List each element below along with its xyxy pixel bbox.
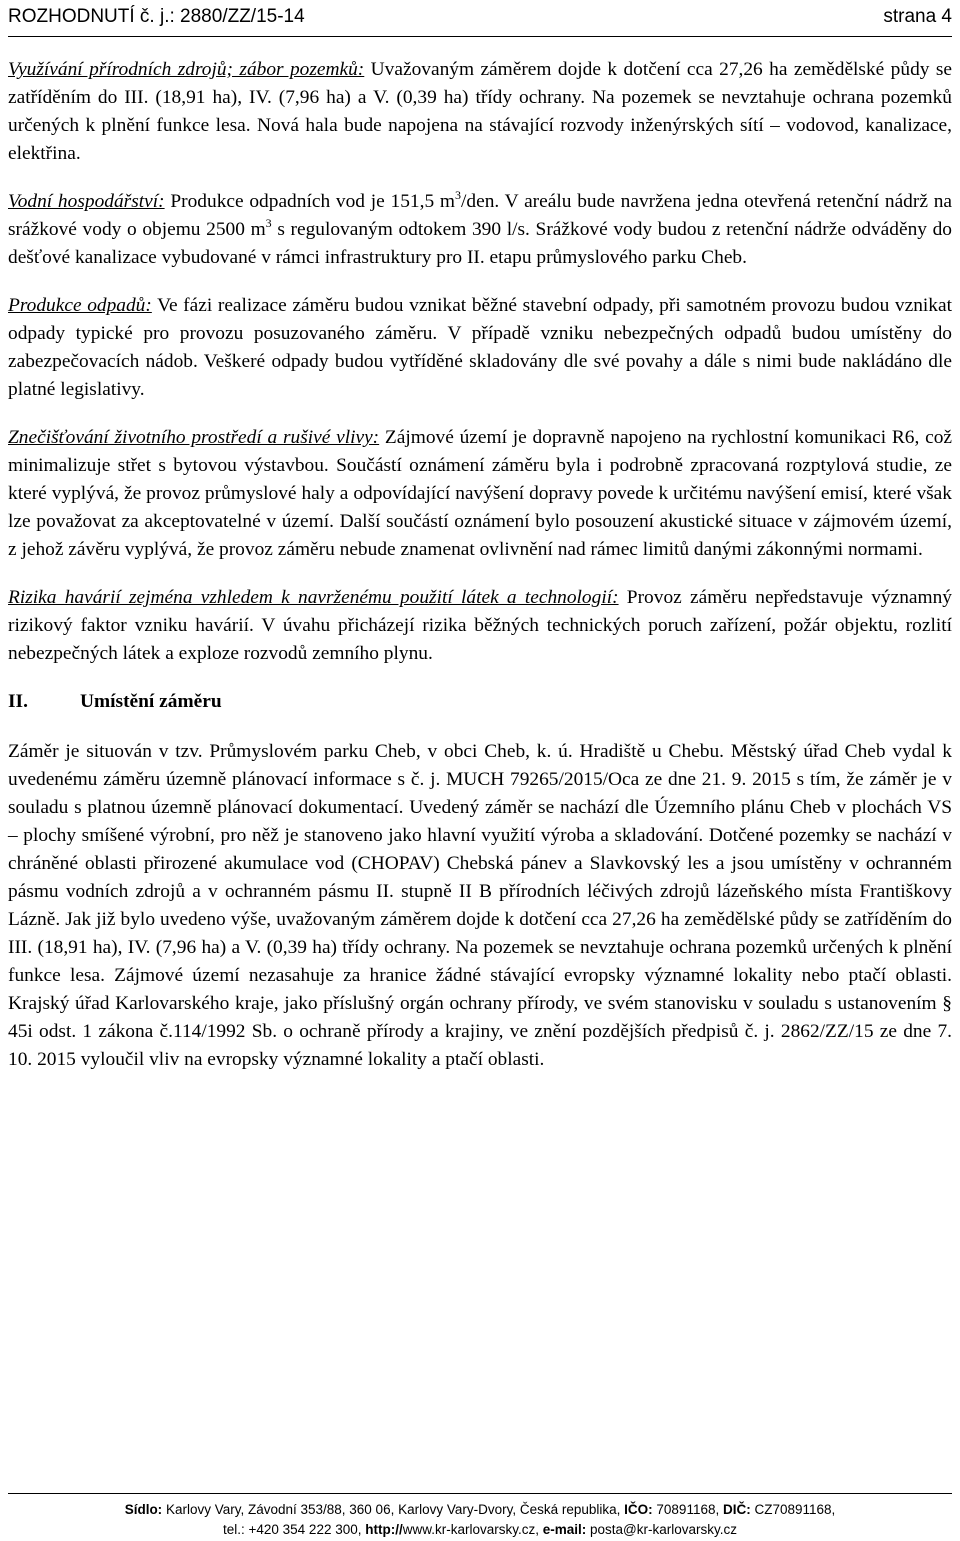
section-title: Umístění záměru — [80, 691, 222, 712]
tel-value: +420 354 222 300, — [244, 1522, 366, 1537]
paragraph-label: Znečišťování životního prostředí a rušivé vlivy: — [8, 427, 380, 448]
section-number: II. — [8, 691, 28, 712]
paragraph-accident-risks — [8, 584, 952, 668]
superscript: 3 — [265, 215, 272, 230]
paragraph-label: Rizika havárií zejména vzhledem k navrženému použití látek a technologií: — [8, 587, 619, 608]
paragraph-text: Produkce odpadních vod je 151,5 m — [164, 191, 455, 212]
ico-value: 70891168, — [652, 1502, 723, 1517]
paragraph-text: s regulovaným odtokem 390 l/s. Srážkové vody budou z retenční nádrže odváděny do dešťové kanalizace vybudované v rámci infrastruktury pro II. etapu průmyslového parku Cheb. — [8, 219, 952, 268]
paragraph-text: Uvažovaným záměrem dojde k dotčení cca 27,26 ha zemědělské půdy se zatříděním do III. (18,91 ha), IV. (7,96 ha) a V. (0,39 ha) třídy ochrany. Na pozemek se nevztahuje ochrana pozemků určených k plnění funkce lesa. Nová hala bude napojena na stávající rozvody inženýrských sítí – vodovod, kanalizace, elektřina. — [8, 59, 953, 164]
section-heading — [8, 688, 952, 716]
footer-line-1 — [8, 1500, 952, 1520]
paragraph-text: /den. V areálu bude navržena jedna otevřená retenční nádrž na srážkové vody o objemu 2500 m — [8, 191, 953, 240]
web-value[interactable]: www.kr-karlovarsky.cz, — [402, 1522, 543, 1537]
dic-label: DIČ: — [722, 1502, 751, 1517]
superscript: 3 — [455, 187, 461, 202]
seat-value: Karlovy Vary, Závodní 353/88, 360 06, Karlovy Vary-Dvory, Česká republika, — [162, 1502, 625, 1517]
ico-label: IČO: — [624, 1502, 653, 1517]
paragraph-water-management — [8, 188, 952, 272]
paragraph-label: Vodní hospodářství: — [8, 191, 165, 212]
footer-line-2 — [8, 1520, 952, 1540]
web-label: http:// — [365, 1522, 403, 1537]
paragraph-waste-production — [8, 292, 952, 404]
paragraph-text: Ve fázi realizace záměru budou vznikat běžné stavební odpady, při samotném provozu budou vznikat odpady typické pro provozu posuzovaného záměru. V případě vzniku nebezpečných odpadů budou umístěny do zabezpečovacích nádob. Veškeré odpady budou vytříděné skladovány dle své povahy a dále s nimi bude nakládáno dle platné legislativy. — [8, 295, 952, 400]
page-footer — [8, 1493, 952, 1540]
paragraph-label: Produkce odpadů: — [8, 295, 152, 316]
decision-reference: ROZHODNUTÍ č. j.: 2880/ZZ/15-14 — [8, 6, 305, 27]
email-label: e-mail: — [542, 1522, 587, 1537]
email-value[interactable]: posta@kr-karlovarsky.cz — [586, 1522, 738, 1537]
paragraph-label: Využívání přírodních zdrojů; zábor pozemků: — [8, 59, 365, 80]
tel-label: tel.: — [222, 1522, 245, 1537]
seat-label: Sídlo: — [124, 1502, 163, 1517]
dic-value: CZ70891168, — [750, 1502, 836, 1517]
paragraph-pollution — [8, 424, 952, 564]
document-body — [8, 56, 952, 1094]
page-header — [8, 0, 952, 37]
paragraph-natural-resources — [8, 56, 952, 168]
paragraph-text: Zájmové území je dopravně napojeno na rychlostní komunikaci R6, což minimalizuje střet s bytovou výstavbou. Součástí oznámení záměru byla i podrobně zpracovaná rozptylová studie, ze které vyplývá, že provoz průmyslové haly a odpovídající navýšení dopravy povede k určitému navýšení emisí, které však lze považovat za akceptovatelné v území. Další součástí oznámení bylo posouzení akustické situace v zájmovém území, z jehož závěru vyplývá, že provoz záměru nebude znamenat ovlivnění nad rámec limitů danými zákonnými normami. — [8, 427, 952, 560]
paragraph-text: Provoz záměru nepředstavuje významný rizikový faktor vzniku havárií. V úvahu přicházejí rizika běžných technických poruch zařízení, požár objektu, rozlití nebezpečných látek a exploze rozvodů zemního plynu. — [8, 587, 952, 664]
paragraph-location: Záměr je situován v tzv. Průmyslovém parku Cheb, v obci Cheb, k. ú. Hradiště u Chebu. Městský úřad Cheb vydal k uvedenému záměru územně plánovací informace s č. j. MUCH 79265/2015/Oca ze dne 21. 9. 2015 s tím, že záměr je v souladu s platnou územně plánovací dokumentací. Uvedený záměr se nachází dle Územního plánu Cheb v plochách VS – plochy smíšené výrobní, pro něž je stanoveno jako hlavní využití výroba a skladování. Dotčené pozemky se nachází v chráněné oblasti přirozené akumulace vod (CHOPAV) Chebská pánev a Slavkovský les a jsou umístěny v ochranném pásmu vodních zdrojů a v ochranném pásmu II. stupně II B přírodních léčivých zdrojů lázeňského místa Františkovy Lázně. Jak již bylo uvedeno výše, uvažovaným záměrem dojde k dotčení cca 27,26 ha zemědělské půdy se zatříděním do III. (18,91 ha), IV. (7,96 ha) a V. (0,39 ha) třídy ochrany. Na pozemek se nevztahuje ochrana pozemků určených k plnění funkce lesa. Zájmové území nezasahuje za hranice žádné stávající evropsky významné lokality nebo ptačí oblasti. Krajský úřad Karlovarského kraje, jako příslušný orgán ochrany přírody, ve svém stanovisku v souladu s ustanovením § 45i odst. 1 zákona č.114/1992 Sb. o ochraně přírody a krajiny, ve znění pozdějších předpisů č. j. 2862/ZZ/15 ze dne 7. 10. 2015 vyloučil vliv na evropsky významné lokality a ptačí oblasti. — [8, 741, 952, 1070]
page-number: strana 4 — [883, 6, 952, 27]
